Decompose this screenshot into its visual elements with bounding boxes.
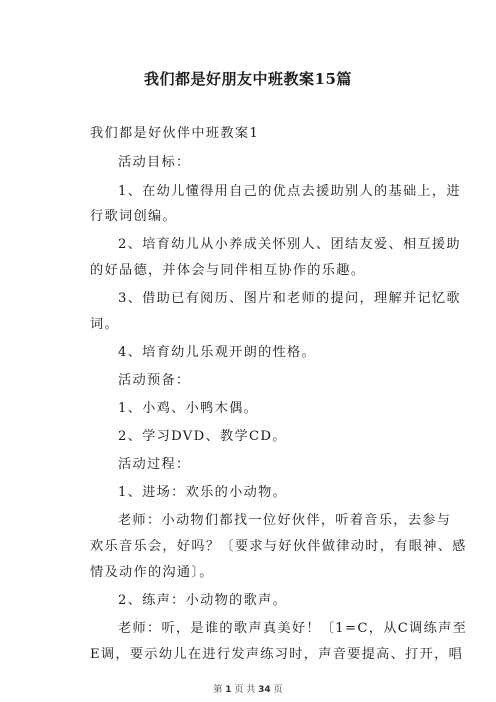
section-heading: 我们都是好伙伴中班教案1 <box>90 126 260 141</box>
page-title: 我们都是好朋友中班教案15篇 <box>144 70 352 88</box>
text-line: 词。 <box>90 317 119 332</box>
text-line: 1、在幼儿懂得用自己的优点去援助别人的基础上，进 <box>118 184 461 199</box>
text-line: 4、培育幼儿乐观开朗的性格。 <box>118 345 317 360</box>
total-pages-number: 34 <box>258 685 271 695</box>
current-page-number: 1 <box>225 685 232 695</box>
text-line: 行歌词创编。 <box>90 209 177 224</box>
text-line: 2、培育幼儿从小养成关怀别人、团结友爱、相互援助 <box>118 237 461 252</box>
footer-middle: 页 共 <box>234 685 256 695</box>
footer-prefix: 第 <box>213 685 223 695</box>
text-line: 老师：小动物们都找一位好伙伴，听着音乐，去参与 <box>118 513 452 528</box>
text-line: 3、借助已有阅历、图片和老师的提问，理解并记忆歌 <box>118 291 461 306</box>
footer-suffix: 页 <box>273 685 283 695</box>
text-line: 2、学习DVD、教学CD。 <box>118 429 287 444</box>
text-line: 老师：听，是谁的歌声真美好！〔1=C，从C调练声至 <box>118 621 468 636</box>
text-line: 情及动作的沟通〕。 <box>90 565 214 580</box>
text-line: 活动预备： <box>118 373 191 388</box>
text-line: 的好品德，并体会与同伴相互协作的乐趣。 <box>90 263 366 278</box>
text-line: 1、进场：欢乐的小动物。 <box>118 485 288 500</box>
text-line: 1、小鸡、小鸭木偶。 <box>118 401 259 416</box>
text-line: E调，要示幼儿在进行发声练习时，声音要提高、打开，唱 <box>90 647 464 662</box>
text-line: 活动过程： <box>118 457 191 472</box>
text-line: 2、练声：小动物的歌声。 <box>118 593 288 608</box>
page-footer <box>0 682 496 695</box>
text-line: 活动目标： <box>118 155 191 170</box>
text-line: 欢乐音乐会，好吗？〔要求与好伙伴做律动时，有眼神、感 <box>90 539 467 554</box>
